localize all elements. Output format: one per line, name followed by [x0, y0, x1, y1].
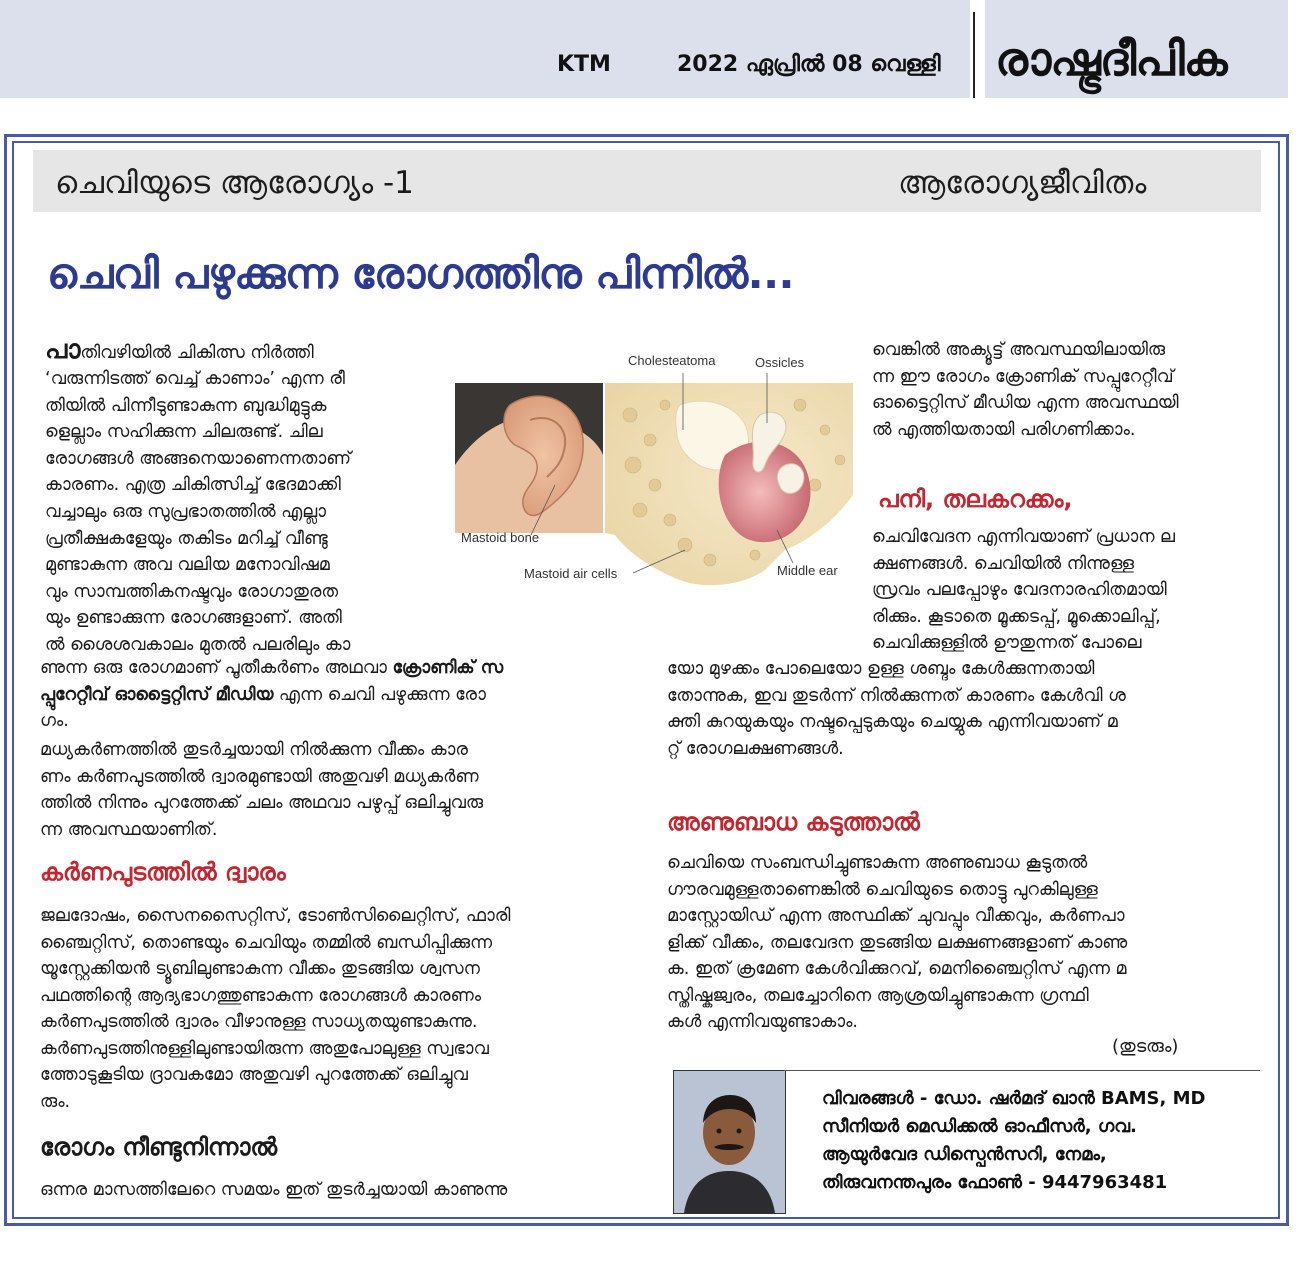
article-paragraph-line: പഥത്തിന്റെ ആദ്യഭാഗത്തുണ്ടാകുന്ന രോഗങ്ങൾ കാരണം: [40, 985, 482, 1006]
article-paragraph-line: ക. ഇത് ക്രമേണ കേൾവിക്കുറവ്, മെനിഞ്ചൈറ്റിസ് എന്ന മ: [667, 959, 1127, 979]
article-paragraph-line: ളെല്ലാം സഹിക്കുന്ന ചിലരുണ്ട്. ചില: [45, 422, 323, 443]
author-contact: തിരുവനന്തപുരം ഫോൺ - 9447963481: [822, 1172, 1168, 1193]
article-paragraph-line: കൾ എന്നിവയുണ്ടാകാം.: [667, 1012, 858, 1032]
article-paragraph-line: ണുന്ന ഒരു രോഗമാണ് പൂതീകർണം അഥവാ ക്രോണിക് സ: [40, 658, 504, 678]
masthead-divider: [973, 12, 975, 98]
subhead-chronic: രോഗം നീണ്ടുനിന്നാൽ: [40, 1133, 278, 1161]
article-paragraph-line: മധ്യകർണത്തിൽ തുടർച്ചയായി നിൽക്കുന്ന വീക്കം കാര: [40, 740, 468, 760]
issue-date: 2022 ഏപ്രിൽ 08 വെള്ളി: [677, 52, 941, 77]
article-paragraph-line: രോഗങ്ങൾ അങ്ങനെയാണെന്നതാണ്: [45, 448, 352, 469]
article-paragraph-line: ഓട്ടൈറ്റിസ് മീഡിയ എന്ന അവസ്ഥയി: [872, 393, 1179, 413]
edition-code: KTM: [557, 52, 611, 77]
label-cholesteatoma: Cholesteatoma: [628, 353, 716, 368]
article-paragraph-line: പ്പുറേറ്റീവ് ഓട്ടൈറ്റിസ് മീഡിയ എന്ന ചെവി പഴുക്കുന്ന രോ: [40, 685, 486, 705]
article-paragraph-line: ളിക്ക് വീക്കം, തലവേദന തുടങ്ങിയ ലക്ഷണങ്ങളാണ് കാണു: [667, 932, 1128, 953]
article-paragraph-line: ഒന്നര മാസത്തിലേറെ സമയം ഇത് തുടർച്ചയായി കാണുന്നു: [40, 1180, 508, 1200]
label-middle-ear: Middle ear: [777, 563, 838, 578]
article-paragraph-line: ൽ ശൈശവകാലം മുതൽ പലരിലും കാ: [45, 635, 351, 655]
article-paragraph-line: ചെവിയെ സംബന്ധിച്ചുണ്ടാകുന്ന അണുബാധ കൂടുതൽ: [667, 853, 1088, 873]
article-paragraph-line: ക്തി കുറയുകയും നഷ്ടപ്പെടുകയും ചെയ്യുക എന്നിവയാണ് മ: [667, 712, 1118, 732]
author-office: ആയുർവേദ ഡിസ്പെൻസറി, നേമം,: [822, 1144, 1107, 1165]
article-paragraph-line: വും സാമ്പത്തികനഷ്ടവും രോഗാതുരത: [45, 581, 339, 602]
article-paragraph-line: യും ഉണ്ടാക്കുന്ന രോഗങ്ങളാണ്. അതി: [45, 608, 342, 629]
subhead-fever-dizziness: പനി, തലകറക്കം,: [878, 485, 1073, 513]
article-paragraph-line: കർണപുടത്തിനുള്ളിലുണ്ടായിരുന്ന അതുപോലുള്ള സ്വഭാവ: [40, 1038, 489, 1059]
ear-anatomy-illustration: [455, 345, 853, 595]
label-mastoid-air-cells: Mastoid air cells: [524, 566, 618, 581]
article-paragraph-line: ൽ എത്തിയതായി പരിഗണിക്കാം.: [872, 419, 1136, 440]
article-paragraph-line: രിക്കും. കൂടാതെ മൂക്കടപ്പ്, മൂക്കൊലിപ്പ്,: [872, 606, 1161, 627]
continued-label: (തുടരും): [1112, 1036, 1179, 1057]
article-paragraph-line: തിയിൽ പിന്നീടുണ്ടാകുന്ന ബുദ്ധിമുട്ടുക: [45, 395, 327, 416]
article-paragraph-line: കർണപുടത്തിൽ ദ്വാരം വീഴാനുള്ള സാധ്യതയുണ്ടാകുന്നു.: [40, 1012, 478, 1032]
drop-cap: പാ: [45, 335, 81, 365]
article-paragraph-line: മുണ്ടാകുന്ന അവ വലിയ മനോവിഷമ: [45, 555, 330, 576]
article-paragraph-line: മാസ്റ്റോയിഡ് എന്ന അസ്ഥിക്ക് ചുവപ്പും വീക്കവും, കർണപാ: [667, 906, 1125, 926]
article-paragraph-line: സ്തിഷ്കജ്വരം, തലച്ചോറിനെ ആശ്രയിച്ചുണ്ടാകുന്ന ഗ്രന്ഥി: [667, 985, 1089, 1006]
article-paragraph-line: വച്ചാലും ഒരു സുപ്രഭാതത്തിൽ എല്ലാ: [45, 502, 327, 522]
article-paragraph-line: രും.: [40, 1091, 71, 1112]
masthead-band: [0, 0, 970, 98]
article-paragraph-line: തോന്നുക, ഇവ തുടർന്ന് നിൽക്കുന്നത് കാരണം കേൾവി ശ: [667, 685, 1126, 706]
headline: ചെവി പഴുക്കുന്ന രോഗത്തിനു പിന്നിൽ...: [47, 249, 795, 298]
article-paragraph-line: പാതിവഴിയിൽ ചികിത്സ നിർത്തി: [45, 335, 314, 365]
subhead-eardrum-hole: കർണപുടത്തിൽ ദ്വാരം: [40, 858, 286, 886]
article-paragraph-line: ന്ന അവസ്ഥയാണിത്.: [40, 819, 218, 840]
article-paragraph-line: സ്രവം പലപ്പോഴും വേദനാരഹിതമായി: [872, 580, 1167, 600]
label-mastoid-bone: Mastoid bone: [461, 530, 540, 545]
author-box-rule: [784, 1070, 1260, 1071]
article-paragraph-line: ത്തിൽ നിന്നും പുറത്തേക്ക് ചലം അഥവാ പഴുപ്പ് ഒലിച്ചുവരു: [40, 793, 484, 813]
article-paragraph-line: യോ മുഴക്കം പോലെയോ ഉള്ള ശബ്ദം കേൾക്കുന്നതായി: [667, 659, 1095, 679]
article-paragraph-line: ണം കർണപുടത്തിൽ ദ്വാരമുണ്ടായി അതുവഴി മധ്യകർണ: [40, 766, 479, 787]
subhead-infection: അണുബാധ കടുത്താൽ: [667, 808, 920, 836]
article-paragraph-line: റ്റ് രോഗലക്ഷണങ്ങൾ.: [667, 738, 844, 759]
article-paragraph-line: ത്തോടുകൂടിയ ദ്രാവകമോ അതുവഴി പുറത്തേക്ക് ഒലിച്ചുവ: [40, 1065, 468, 1085]
article-paragraph-line: ഗം.: [40, 711, 69, 731]
author-portrait-icon: [674, 1071, 785, 1213]
article-paragraph-line: ‘വരുന്നിടത്ത് വെച്ച് കാണാം’ എന്ന രീ: [45, 369, 345, 389]
series-title: ചെവിയുടെ ആരോഗ്യം -1: [55, 165, 414, 201]
article-paragraph-line: ഞ്ചൈറ്റിസ്, തൊണ്ടയും ചെവിയും തമ്മിൽ ബന്ധിപ്പിക്കുന്ന: [40, 932, 493, 953]
page-name: ആരോഗ്യജീവിതം: [898, 165, 1147, 201]
article-paragraph-line: ജലദോഷം, സൈനസൈറ്റിസ്, ടോൺസിലൈറ്റിസ്, ഫാരി: [40, 906, 511, 926]
article-paragraph-line: ചെവിവേദന എന്നിവയാണ് പ്രധാന ല: [872, 527, 1176, 547]
article-paragraph-line: ക്ഷണങ്ങൾ. ചെവിയിൽ നിന്നുള്ള: [872, 553, 1135, 574]
author-designation: സീനിയർ മെഡിക്കൽ ഓഫീസർ, ഗവ.: [822, 1116, 1137, 1137]
article-paragraph-line: ചെവിക്കുള്ളിൽ ഊതുന്നത് പോലെ: [872, 633, 1142, 653]
article-paragraph-line: ന്ന ഈ രോഗം ക്രോണിക് സപ്പുറേറ്റീവ്: [872, 366, 1174, 387]
author-name: വിവരങ്ങൾ - ഡോ. ഷർമദ് ഖാൻ BAMS, MD: [822, 1088, 1206, 1109]
author-photo: [673, 1070, 786, 1214]
article-paragraph-line: ഗൗരവമുള്ളതാണെങ്കിൽ ചെവിയുടെ തൊട്ടു പുറകിലുള്ള: [667, 879, 1098, 900]
label-ossicles: Ossicles: [755, 355, 805, 370]
article-paragraph-line: വെങ്കിൽ അക്യൂട്ട് അവസ്ഥയിലായിരു: [872, 340, 1166, 360]
article-paragraph-line: പ്രതീക്ഷകളേയും തകിടം മറിച്ച് വീണ്ടു: [45, 528, 328, 549]
article-paragraph-line: കാരണം. എത്ര ചികിത്സിച്ച് ഭേദമാക്കി: [45, 475, 341, 496]
newspaper-logo: രാഷ്ട്രദീപിക: [995, 32, 1227, 86]
article-paragraph-line: യൂസ്റ്റേക്കിയൻ ട്യൂബിലുണ്ടാകുന്ന വീക്കം തുടങ്ങിയ ശ്വസന: [40, 959, 480, 979]
